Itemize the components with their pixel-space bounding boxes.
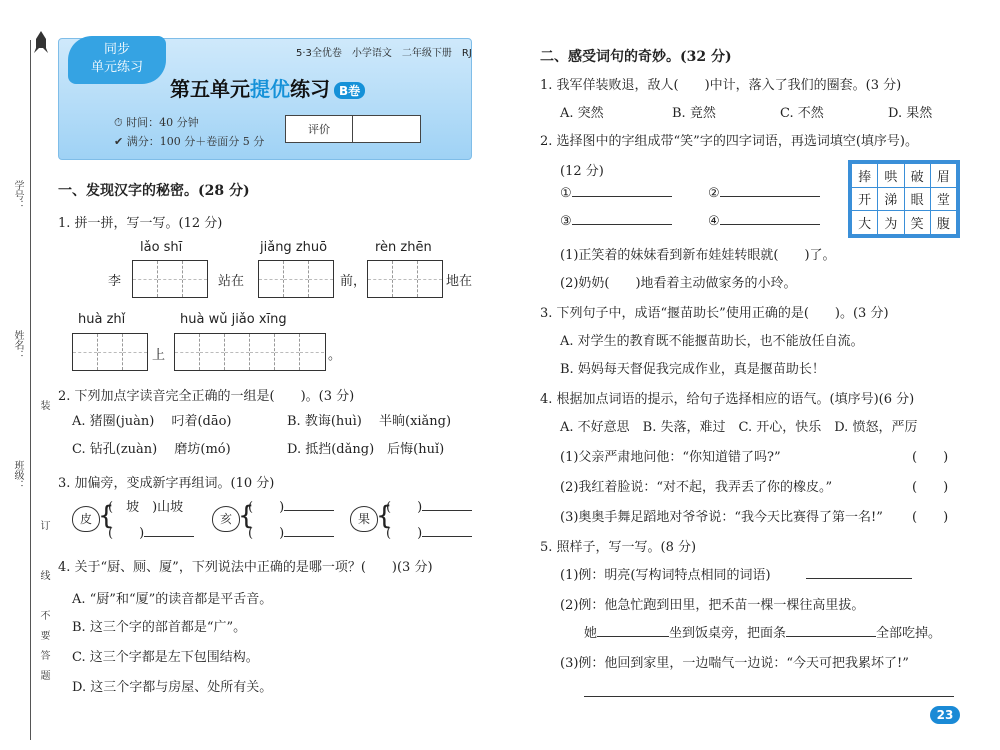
margin-student-id: 学号： bbox=[12, 180, 23, 210]
grid-char: 为 bbox=[878, 211, 904, 235]
brace-icon: { bbox=[238, 501, 255, 531]
q3-root-pi: 皮 bbox=[72, 506, 100, 532]
brace-icon: { bbox=[376, 501, 393, 531]
r-q2-sentence-1: (1)正笑着的妹妹看到新布娃娃转眼就( )了。 bbox=[560, 248, 836, 263]
time-label: ⏱ 时间：40 分钟 bbox=[114, 116, 199, 129]
r-q1-option-d[interactable]: D. 果然 bbox=[888, 106, 933, 121]
mark-4: ④ bbox=[708, 214, 720, 229]
q1-pinyin-4: huà zhǐ bbox=[78, 312, 126, 327]
r-q2-title: 2. 选择图中的字组成带“笑”字的四字词语，再选词填空(填序号)。 bbox=[540, 134, 918, 149]
grid-char: 捧 bbox=[852, 164, 878, 188]
score-text: 满分：100 分＋卷面分 5 分 bbox=[126, 135, 265, 148]
q3-blank-3[interactable]: ( ) bbox=[248, 522, 334, 541]
q3-root-hai: 亥 bbox=[212, 506, 240, 532]
q3-blank-2[interactable]: ( ) bbox=[248, 496, 334, 515]
brace-icon: { bbox=[98, 501, 115, 531]
q2-option-c[interactable]: C. 钻孔(zuàn) 磨坊(mó) bbox=[72, 442, 231, 457]
mark-3: ③ bbox=[560, 214, 572, 229]
grid-char: 破 bbox=[904, 164, 930, 188]
q1-title: 1. 拼一拼，写一写。(12 分) bbox=[58, 216, 223, 231]
r-q2-blank-2[interactable] bbox=[708, 186, 820, 201]
q3-title: 3. 加偏旁，变成新字再组词。(10 分) bbox=[58, 476, 275, 491]
r-q4-item-2: (2)我红着脸说：“对不起，我弄丢了你的橡皮。” bbox=[560, 480, 833, 495]
r-q4-item-1: (1)父亲严肃地问他：“你知道错了吗?” bbox=[560, 450, 781, 465]
r-q5-example-1: (1)例：明亮(写构词特点相同的词语) bbox=[560, 568, 771, 583]
q1-box-5[interactable] bbox=[174, 333, 326, 371]
r-q5-answer-line-3[interactable] bbox=[584, 696, 954, 697]
r-q1-option-a[interactable]: A. 突然 bbox=[560, 106, 604, 121]
r-q2-blank-4[interactable] bbox=[708, 214, 820, 229]
evaluation-box bbox=[285, 115, 421, 143]
q1-box-4[interactable] bbox=[72, 333, 148, 371]
q1-word-zhanzai: 站在 bbox=[218, 274, 245, 289]
r-q2-score: (12 分) bbox=[560, 164, 604, 179]
q1-word-dizai: 地在 bbox=[446, 274, 473, 289]
fill-post: 全部吃掉。 bbox=[876, 626, 942, 641]
grid-char: 大 bbox=[852, 211, 878, 235]
title-highlight: 提优 bbox=[250, 77, 290, 101]
mark-2: ② bbox=[708, 186, 720, 201]
r-q4-paren-1[interactable]: ( ) bbox=[912, 450, 949, 465]
r-q4-paren-2[interactable]: ( ) bbox=[912, 480, 949, 495]
margin-text-3: 线 bbox=[38, 570, 49, 580]
q4-option-a[interactable]: A. “厨”和“厦”的读音都是平舌音。 bbox=[72, 592, 273, 607]
q4-title: 4. 关于“厨、厕、厦”，下列说法中正确的是哪一项？( )(3 分) bbox=[58, 560, 433, 575]
q1-word-period: 。 bbox=[328, 348, 342, 363]
margin-text-7: 题 bbox=[38, 670, 49, 680]
binding-line bbox=[30, 40, 31, 740]
q3-blank-5[interactable]: ( ) bbox=[386, 522, 472, 541]
score-label: ✔ 满分：100 分＋卷面分 5 分 bbox=[114, 135, 265, 148]
q1-box-2[interactable] bbox=[258, 260, 334, 298]
r-q4-paren-3[interactable]: ( ) bbox=[912, 510, 949, 525]
grid-char: 哄 bbox=[878, 164, 904, 188]
q1-pinyin-5: huà wǔ jiǎo xīng bbox=[180, 312, 287, 327]
r-q2-sentence-2: (2)奶奶( )地看着主动做家务的小玲。 bbox=[560, 276, 797, 291]
grid-char: 开 bbox=[852, 187, 878, 211]
section-1-title: 一、发现汉字的秘密。(28 分) bbox=[58, 183, 250, 199]
r-q5-example-3: (3)例：他回到家里，一边喘气一边说：“今天可把我累坏了!” bbox=[560, 656, 909, 671]
q4-option-d[interactable]: D. 这三个字都与房屋、处所有关。 bbox=[72, 680, 273, 695]
r-q5-answer-line-1[interactable] bbox=[806, 578, 912, 579]
page-number: 23 bbox=[930, 706, 960, 724]
r-q3-option-a[interactable]: A. 对学生的教育既不能揠苗助长，也不能放任自流。 bbox=[560, 334, 864, 349]
q3-blank-1[interactable]: ( ) bbox=[108, 522, 194, 541]
margin-name: 姓名： bbox=[12, 330, 23, 360]
grid-char: 笑 bbox=[904, 211, 930, 235]
r-q1-option-b[interactable]: B. 竟然 bbox=[672, 106, 716, 121]
fill-pre: 她 bbox=[584, 626, 598, 641]
margin-text-5: 要 bbox=[38, 630, 49, 640]
q2-option-a[interactable]: A. 猪圈(juàn) 叼着(dāo) bbox=[72, 414, 232, 429]
q1-pinyin-2: jiǎng zhuō bbox=[260, 240, 328, 255]
r-q1-option-c[interactable]: C. 不然 bbox=[780, 106, 824, 121]
q3-blank-4[interactable]: ( ) bbox=[386, 496, 472, 515]
r-q3-option-b[interactable]: B. 妈妈每天督促我完成作业，真是揠苗助长！ bbox=[560, 362, 825, 377]
grid-char: 眉 bbox=[930, 164, 956, 188]
q2-title: 2. 下列加点字读音完全正确的一组是( )。(3 分) bbox=[58, 389, 355, 404]
grid-char: 腹 bbox=[930, 211, 956, 235]
q4-option-b[interactable]: B. 这三个字的部首都是“广”。 bbox=[72, 620, 247, 635]
r-q4-title: 4. 根据加点词语的提示，给句子选择相应的语气。(填序号)(6 分) bbox=[540, 392, 915, 407]
mark-1: ① bbox=[560, 186, 572, 201]
title-post: 练习 bbox=[290, 77, 330, 101]
r-q5-title: 5. 照样子，写一写。(8 分) bbox=[540, 540, 697, 555]
q1-box-3[interactable] bbox=[367, 260, 443, 298]
q1-box-1[interactable] bbox=[132, 260, 208, 298]
series-label: 5·3全优卷 小学语文 二年级下册 RJ bbox=[296, 48, 472, 59]
eval-label: 评价 bbox=[286, 116, 353, 142]
r-q2-blank-3[interactable] bbox=[560, 214, 672, 229]
q1-pinyin-1: lǎo shī bbox=[140, 240, 183, 255]
q3-example: ( 坡 )山坡 bbox=[108, 500, 184, 515]
grid-char: 涕 bbox=[878, 187, 904, 211]
margin-text-2: 订 bbox=[38, 520, 49, 530]
q4-option-c[interactable]: C. 这三个字都是左下包围结构。 bbox=[72, 650, 259, 665]
margin-text-6: 答 bbox=[38, 650, 49, 660]
r-q4-item-3: (3)奥奥手舞足蹈地对爷爷说：“我今天比赛得了第一名!” bbox=[560, 510, 883, 525]
title-pre: 第五单元 bbox=[170, 77, 250, 101]
fill-mid: 坐到饭桌旁，把面条 bbox=[669, 626, 787, 641]
rocket-icon bbox=[34, 30, 48, 54]
q1-pinyin-3: rèn zhēn bbox=[375, 240, 432, 255]
grid-char: 堂 bbox=[930, 187, 956, 211]
margin-text-4: 不 bbox=[38, 610, 49, 620]
r-q1-title: 1. 我军佯装败退，敌人( )中计，落入了我们的圈套。(3 分) bbox=[540, 78, 902, 93]
character-grid bbox=[848, 160, 960, 238]
q1-word-shang: 上 bbox=[152, 348, 166, 363]
q2-option-d[interactable]: D. 抵挡(dǎng) 后悔(huǐ) bbox=[287, 442, 445, 457]
q3-root-guo: 果 bbox=[350, 506, 378, 532]
time-text: 时间：40 分钟 bbox=[126, 116, 199, 129]
q1-word-qian: 前， bbox=[340, 274, 367, 289]
r-q5-example-2: (2)例：他急忙跑到田里，把禾苗一棵一棵往高里拔。 bbox=[560, 598, 865, 613]
page-title bbox=[170, 73, 365, 102]
variant-badge: B卷 bbox=[334, 82, 365, 99]
margin-text-1: 装 bbox=[38, 400, 49, 410]
grid-char: 眼 bbox=[904, 187, 930, 211]
q2-option-b[interactable]: B. 教诲(huì) 半晌(xiǎng) bbox=[287, 414, 452, 429]
section-2-title: 二、感受词句的奇妙。(32 分) bbox=[540, 49, 732, 65]
q1-word-li: 李 bbox=[108, 274, 122, 289]
r-q3-title: 3. 下列句子中，成语“揠苗助长”使用正确的是( )。(3 分) bbox=[540, 306, 889, 321]
unit-badge: 同步 单元练习 bbox=[68, 36, 166, 84]
r-q5-fill[interactable] bbox=[584, 622, 941, 641]
r-q2-blank-1[interactable] bbox=[560, 186, 672, 201]
margin-class: 班级： bbox=[12, 460, 23, 490]
r-q4-options: A. 不好意思 B. 失落，难过 C. 开心，快乐 D. 愤怒，严厉 bbox=[560, 420, 918, 435]
